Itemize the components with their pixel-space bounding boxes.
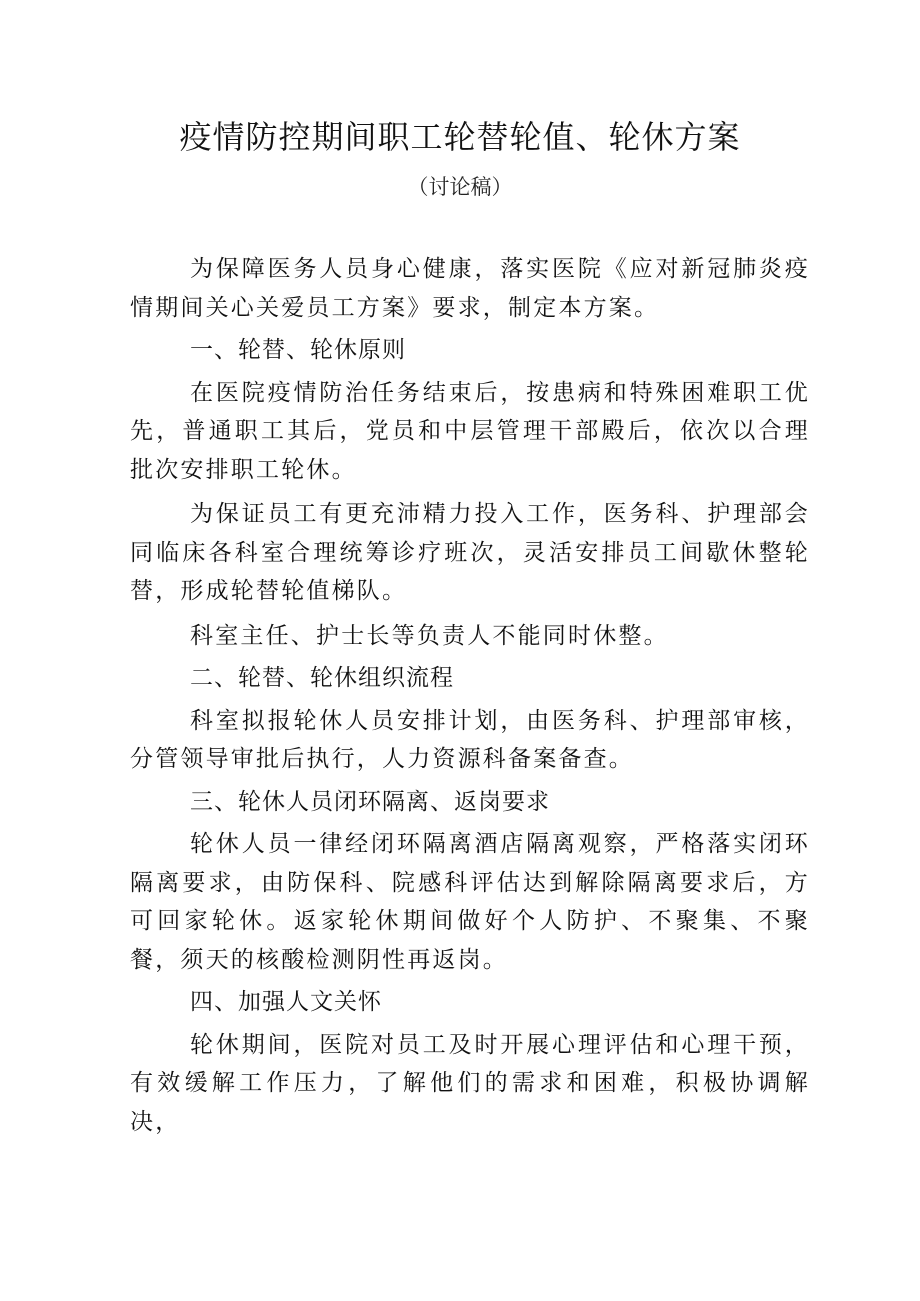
- section-1-paragraph-3: 科室主任、护士长等负责人不能同时休整。: [190, 622, 669, 649]
- section-2-paragraph-1: 科室拟报轮休人员安排计划，由医务科、护理部审核，分管领导审批后执行，人力资源科备案备查。: [130, 707, 810, 772]
- section-heading-4: 四、加强人文关怀: [190, 989, 382, 1015]
- section-heading-3: 三、轮休人员闭环隔离、返岗要求: [190, 788, 550, 815]
- document-title: 疫情防控期间职工轮替轮值、轮休方案: [179, 118, 741, 156]
- section-4-paragraph-1: 轮休期间，医院对员工及时开展心理评估和心理干预，有效缓解工作压力，了解他们的需求和困难，积极协调解决，: [130, 1031, 810, 1135]
- section-heading-1: 一、轮替、轮休原则: [190, 337, 406, 363]
- section-3-paragraph-1: 轮休人员一律经闭环隔离酒店隔离观察，严格落实闭环隔离要求，由防保科、院感科评估达到解除隔离要求后，方可回家轮休。返家轮休期间做好个人防护、不聚集、不聚餐，须天的核酸检测阴性再返岗。: [130, 831, 810, 973]
- section-1-paragraph-1: 在医院疫情防治任务结束后，按患病和特殊困难职工优先，普通职工其后，党员和中层管理干部殿后，依次以合理批次安排职工轮休。: [130, 379, 810, 483]
- section-1-paragraph-2: 为保证员工有更充沛精力投入工作，医务科、护理部会同临床各科室合理统筹诊疗班次，灵活安排员工间歇休整轮替，形成轮替轮值梯队。: [130, 501, 810, 604]
- intro-paragraph: 为保障医务人员身心健康，落实医院《应对新冠肺炎疫情期间关心关爱员工方案》要求，制定本方案。: [130, 256, 810, 321]
- section-heading-2: 二、轮替、轮休组织流程: [190, 665, 454, 691]
- document-subtitle: （讨论稿）: [407, 175, 513, 199]
- document-body: [130, 250, 810, 1141]
